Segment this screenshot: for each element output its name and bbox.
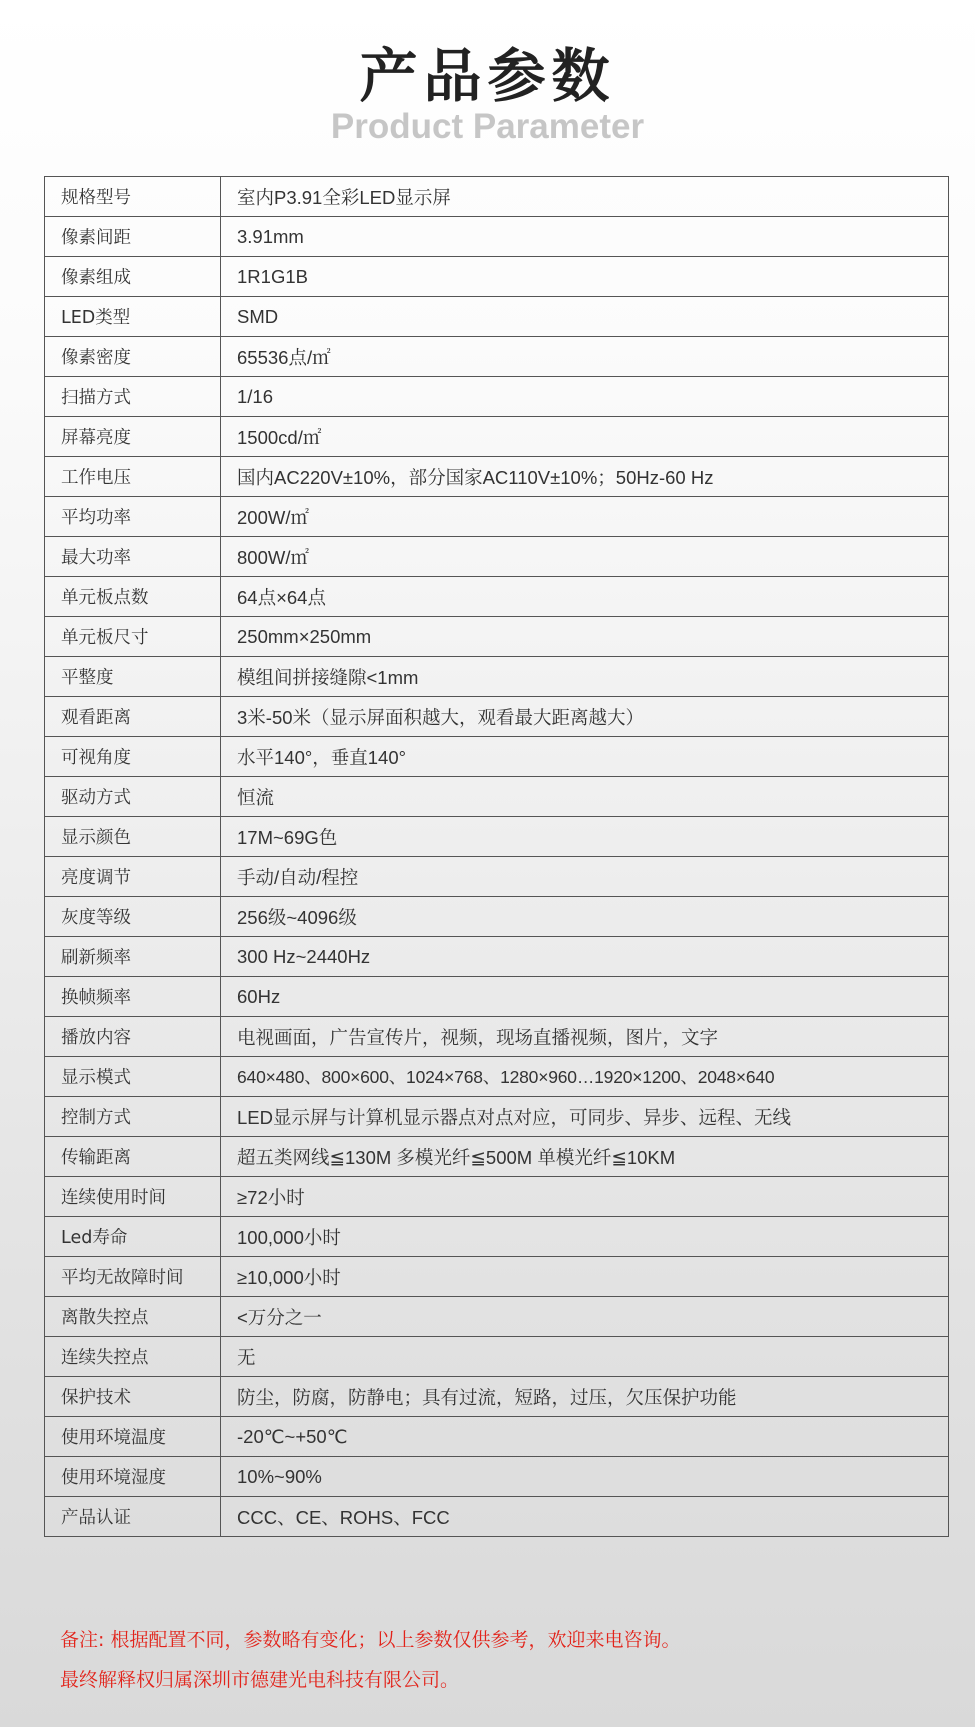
spec-key: 平均功率 [45,497,221,537]
table-row [45,177,949,217]
spec-key: 产品认证 [45,1497,221,1537]
spec-key: 刷新频率 [45,937,221,977]
table-row [45,217,949,257]
spec-key: 离散失控点 [45,1297,221,1337]
spec-key: 控制方式 [45,1097,221,1137]
spec-key: 最大功率 [45,537,221,577]
page-header [0,40,975,148]
spec-value: 水平140°，垂直140° [221,737,949,777]
spec-key: 连续使用时间 [45,1177,221,1217]
spec-key: 规格型号 [45,177,221,217]
table-row [45,737,949,777]
spec-key: 换帧频率 [45,977,221,1017]
spec-value: 800W/㎡ [221,537,949,577]
table-row [45,897,949,937]
table-row [45,337,949,377]
spec-key: 亮度调节 [45,857,221,897]
spec-key: 使用环境温度 [45,1417,221,1457]
spec-value: 17M~69G色 [221,817,949,857]
table-row [45,1097,949,1137]
spec-key: 驱动方式 [45,777,221,817]
spec-key: 显示模式 [45,1057,221,1097]
spec-value: ≥10,000小时 [221,1257,949,1297]
spec-value: ≥72小时 [221,1177,949,1217]
spec-value: LED显示屏与计算机显示器点对点对应，可同步、异步、远程、无线 [221,1097,949,1137]
spec-table [44,176,949,1537]
spec-key: LED类型 [45,297,221,337]
spec-value: 1500cd/㎡ [221,417,949,457]
table-row [45,1337,949,1377]
spec-key: 观看距离 [45,697,221,737]
spec-key: 屏幕亮度 [45,417,221,457]
spec-value: 200W/㎡ [221,497,949,537]
table-row [45,457,949,497]
table-row [45,977,949,1017]
spec-value: 无 [221,1337,949,1377]
spec-value: 250mm×250mm [221,617,949,657]
page-title: 产品参数 [359,42,616,110]
spec-key: 平整度 [45,657,221,697]
table-row [45,497,949,537]
table-row [45,857,949,897]
spec-key: 可视角度 [45,737,221,777]
spec-value: CCC、CE、ROHS、FCC [221,1497,949,1537]
spec-key: 灰度等级 [45,897,221,937]
table-row [45,577,949,617]
table-row [45,377,949,417]
table-row [45,937,949,977]
spec-value: 64点×64点 [221,577,949,617]
page-subtitle: Product Parameter [330,107,645,146]
table-row [45,257,949,297]
table-row [45,817,949,857]
table-row [45,697,949,737]
spec-key: 保护技术 [45,1377,221,1417]
spec-key: 平均无故障时间 [45,1257,221,1297]
spec-table-body [45,177,949,1537]
table-row [45,537,949,577]
spec-value: 60Hz [221,977,949,1017]
table-row [45,1057,949,1097]
spec-key: 单元板点数 [45,577,221,617]
table-row [45,1017,949,1057]
table-row [45,417,949,457]
spec-value: 100,000小时 [221,1217,949,1257]
table-row [45,1137,949,1177]
table-row [45,617,949,657]
table-row [45,1257,949,1297]
table-row [45,297,949,337]
table-row [45,1457,949,1497]
disclaimer-note: 备注: 根据配置不同，参数略有变化；以上参数仅供参考，欢迎来电咨询。 [60,1629,681,1651]
table-row [45,1177,949,1217]
notes-section [60,1628,940,1708]
spec-value: 手动/自动/程控 [221,857,949,897]
table-row [45,1297,949,1337]
spec-value: 10%~90% [221,1457,949,1497]
spec-key: 传输距离 [45,1137,221,1177]
spec-value: 3米-50米（显示屏面积越大，观看最大距离越大） [221,697,949,737]
table-row [45,657,949,697]
spec-key: 连续失控点 [45,1337,221,1377]
spec-value: -20℃~+50℃ [221,1417,949,1457]
spec-key: 像素组成 [45,257,221,297]
spec-value: 国内AC220V±10%，部分国家AC110V±10%；50Hz-60 Hz [221,457,949,497]
spec-value: SMD [221,297,949,337]
table-row [45,1497,949,1537]
spec-value: 1/16 [221,377,949,417]
table-row [45,1377,949,1417]
spec-key: 显示颜色 [45,817,221,857]
table-row [45,777,949,817]
spec-value: <万分之一 [221,1297,949,1337]
spec-key: 像素密度 [45,337,221,377]
spec-value: 1R1G1B [221,257,949,297]
spec-key: 工作电压 [45,457,221,497]
spec-key: Led寿命 [45,1217,221,1257]
spec-key: 使用环境湿度 [45,1457,221,1497]
spec-value: 模组间拼接缝隙<1mm [221,657,949,697]
spec-key: 像素间距 [45,217,221,257]
table-row [45,1217,949,1257]
spec-key: 单元板尺寸 [45,617,221,657]
spec-value: 防尘，防腐，防静电；具有过流，短路，过压，欠压保护功能 [221,1377,949,1417]
spec-value: 300 Hz~2440Hz [221,937,949,977]
spec-value: 65536点/㎡ [221,337,949,377]
spec-value: 640×480、800×600、1024×768、1280×960…1920×1200、2048×640 [221,1057,949,1097]
spec-key: 播放内容 [45,1017,221,1057]
spec-key: 扫描方式 [45,377,221,417]
spec-value: 超五类网线≦130M 多模光纤≦500M 单模光纤≦10KM [221,1137,949,1177]
spec-value: 恒流 [221,777,949,817]
spec-value: 3.91mm [221,217,949,257]
spec-value: 电视画面，广告宣传片，视频，现场直播视频，图片，文字 [221,1017,949,1057]
copyright-note: 最终解释权归属深圳市德建光电科技有限公司。 [60,1669,460,1691]
spec-value: 256级~4096级 [221,897,949,937]
table-row [45,1417,949,1457]
spec-value: 室内P3.91全彩LED显示屏 [221,177,949,217]
